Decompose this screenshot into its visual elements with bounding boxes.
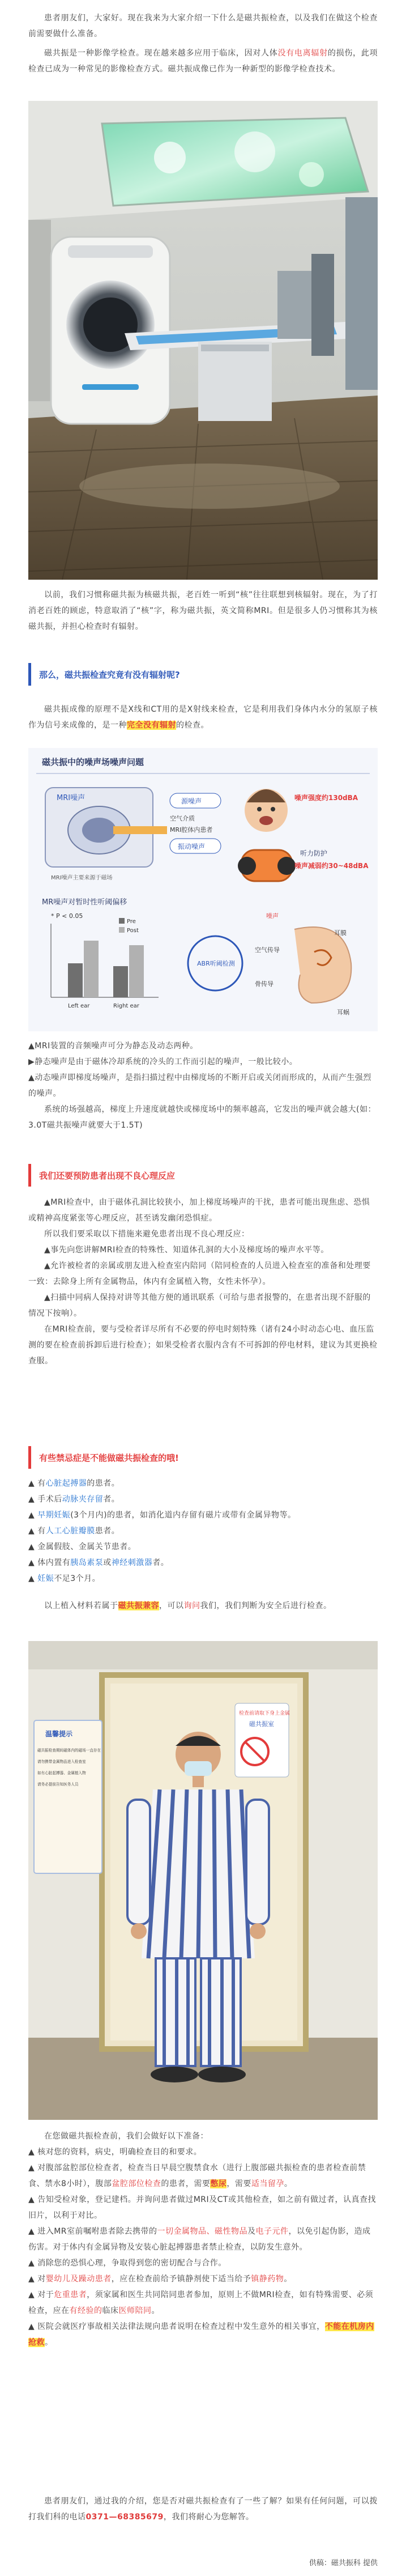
notice-line: 磁共振检查期间磁体内的磁场一直存在 <box>37 1748 101 1753</box>
compatibility-section <box>28 1598 378 1614</box>
no-radiation-highlight: 没有电离辐射 <box>277 49 328 58</box>
contra-item: ▲ 妊娠不足3个月。 <box>28 1574 101 1583</box>
prep-item: ▲ 核对您的资料，病史，明确检查目的和要求。 <box>28 2148 202 2157</box>
door-sign-1: 检查前请取下身上金属 <box>239 1711 290 1716</box>
air-conduction-label: 空气传导 <box>255 946 280 954</box>
signature: 供稿：磁共振科 提供 <box>309 2559 378 2568</box>
noise-field-strength: 系统的场强越高，梯度上升速度就越快或梯度场中的频率越高，它发出的噪声就会越大(如：3.0T磁共振噪声就要大于1.5T) <box>28 1105 376 1130</box>
x-label-right: Right ear <box>113 1003 139 1009</box>
heading-text: 那么，磁共振检查究竟有没有辐射呢? <box>39 669 180 680</box>
contra-item: ▲ 体内置有胰岛素泵或神经刺激器者。 <box>28 1558 169 1567</box>
intro-paragraph-2: 磁共振是一种影像学检查。现在越来越多应用于临床，因对人体没有电离辐射的损伤，此项检查已成为一种常见的影像检查方式。磁共振成像已作为一种新型的影像学检查技术。 <box>28 49 378 74</box>
noise-infographic <box>28 748 378 1031</box>
mri-noise-label: MRI噪声 <box>57 794 86 802</box>
notice-line: 请务必提前告知医务人员 <box>37 1782 79 1787</box>
scanner-caption: MRI噪声主要来源于磁场 <box>51 875 113 881</box>
p-value-label: * P < 0.05 <box>51 912 83 920</box>
noise-level-high: 噪声强度约130dBA <box>294 794 358 802</box>
closing-section <box>28 2493 378 2525</box>
principle-section <box>28 702 378 733</box>
noise-static-dynamic: ▲MRI装置的音频噪声可分为静态及动态两种。 <box>28 1042 198 1051</box>
patient-face-drawing <box>238 789 296 881</box>
prep-item: ▲ 告知受检对象，登记建档。并询问患者做过MRI及CT或其他检查，如之前有做过者，认真查找旧片，以利于对比。 <box>28 2195 376 2220</box>
bar-right-pre <box>113 966 128 997</box>
heading-text: 有些禁忌症是不能做磁共振检查的哦! <box>39 1452 179 1463</box>
contraindication-list <box>28 1476 378 1587</box>
heading-psychology <box>28 1164 378 1187</box>
heading-radiation-question <box>28 663 378 686</box>
patient-bore-label: MRI腔体内患者 <box>170 826 213 834</box>
noise-static: ▶静态噪声是由于磁体冷却系统的冷头的工作而引起的噪声，一般比较小。 <box>28 1057 298 1066</box>
psy-paragraph-1: ▲MRI检查中，由于磁体孔洞比较狭小，加上梯度场噪声的干扰，患者可能出现焦虑、恐惧或精神高度紧张等心理反应，甚至诱发幽闭恐惧症。 <box>28 1198 370 1223</box>
ear-drawing <box>188 912 351 1016</box>
psy-paragraph-3: ▲事先向您讲解MRI检查的特殊性、知道体孔洞的大小及梯度场的噪声水平等。 <box>44 1246 329 1255</box>
prep-item: ▲ 消除您的恐惧心理，争取得到您的密切配合与合作。 <box>28 2259 226 2268</box>
x-label-left: Left ear <box>68 1003 90 1009</box>
notice-line: 请勿携带金属物品进入检查室 <box>37 1759 86 1764</box>
vibration-noise-label: 振动噪声 <box>178 843 206 851</box>
door-sign-2: 磁共振室 <box>249 1720 274 1728</box>
abr-label: ABR听阈检测 <box>197 960 235 967</box>
bar-left-post <box>84 941 99 997</box>
heading-text: 我们还要预防患者出现不良心理反应 <box>39 1170 176 1181</box>
heading-contraindications <box>28 1446 378 1469</box>
noise-level-low: 噪声减弱约30~48dBA <box>294 862 369 870</box>
phone-number[interactable]: 0371—68385679 <box>86 2513 164 2522</box>
noise-in-label: 噪声 <box>266 912 279 920</box>
noise-infographic-svg <box>28 748 378 1031</box>
scanner-drawing <box>45 788 167 881</box>
psy-paragraph-2: 所以我们要采取以下措施来避免患者出现不良心理反应： <box>44 1230 250 1239</box>
noise-explanation <box>28 1038 378 1133</box>
history-section <box>28 587 378 635</box>
bar-left-pre <box>68 963 83 997</box>
prep-item: ▲ 对于危重患者，须家属和医生共同陪同患者参加，原则上不做MRI检查，如有特殊需要、必须检查，应在有经验的临床医师陪同。 <box>28 2290 374 2315</box>
prep-item: ▲ 对婴幼儿及躁动患者，应在检查前给予镇静剂使下适当给予镇静药物。 <box>28 2275 292 2284</box>
patient-gown-photo <box>28 1641 378 2120</box>
air-medium-label: 空气介质 <box>170 815 195 822</box>
chart-title: MR噪声对暂时性听阈偏移 <box>42 898 127 907</box>
contra-item: ▲ 有人工心脏瓣膜患者。 <box>28 1527 120 1536</box>
history-paragraph: 以前，我们习惯称磁共振为核磁共振，老百姓一听到“核”往往联想到核辐射。现在，为了打消老百姓的顾虑，特意取消了“核”字，称为磁共振，英文简称MRI。但是很多人仍习惯称其为核磁共振，并担心检查时有辐射。 <box>28 590 378 631</box>
contra-item: ▲ 金属假肢、金属关节患者。 <box>28 1542 136 1551</box>
contra-item: ▲ 有心脏起搏器的患者。 <box>28 1479 120 1488</box>
closing-paragraph: 患者朋友们，通过我的介绍，您是否对磁共振检查有了一些了解？如果有任何问题，可以拨打我们科的电话0371—68385679，我们将耐心为您解答。 <box>28 2497 378 2522</box>
noise-dynamic: ▲动态噪声即梯度场噪声，是指扫描过程中由梯度场的不断开启或关闭而形成的，从而产生强烈的噪声。 <box>28 1073 371 1098</box>
no-radiation-mark: 完全没有辐射 <box>127 721 176 730</box>
prep-item: ▲ 进入MR室前嘱咐患者除去携带的一切金属物品、磁性物品及电子元件，以免引起伪影，造成伤害。对于体内有金属异物及安装心脏起搏器患者禁止检查，以防发生意外。 <box>28 2227 371 2252</box>
prep-intro: 在您做磁共振检查前，我们会做好以下准备： <box>44 2132 208 2141</box>
contra-item: ▲ 手术后动脉夹存留者。 <box>28 1495 120 1504</box>
mri-room-illustration <box>28 101 378 580</box>
mri-room-photo <box>28 101 378 580</box>
legend-post: Post <box>127 928 139 934</box>
psy-paragraph-6: 在MRI检查前，要与受检者详尽所有不必要的停电时刻特殊（诸有24小时动态心电、血压监测的要在检查前拆卸后进行检查）；如果受检者衣服内含有不可拆卸的停电材料，建议为其更换检查服。 <box>28 1325 378 1366</box>
bone-conduction-label: 骨传导 <box>255 980 273 988</box>
threshold-shift-chart <box>42 898 159 1009</box>
notice-line: 如有心脏起搏器、金属植入物 <box>37 1771 86 1775</box>
source-noise-label: 源噪声 <box>181 797 202 805</box>
preparation-section <box>28 2128 378 2350</box>
infographic-title: 磁共振中的噪声场噪声问题 <box>42 757 144 767</box>
eardrum-label: 耳膜 <box>334 929 347 937</box>
legend-pre: Pre <box>127 919 136 925</box>
noise-flow <box>170 793 221 853</box>
notice-heading: 温馨提示 <box>45 1730 73 1738</box>
compatibility-paragraph: 以上植入材料若属于磁共振兼容，可以询问我们，我们判断为安全后进行检查。 <box>44 1601 332 1610</box>
principle-paragraph: 磁共振成像的原理不是X线和CT用的是X射线来检查，它是利用我们身体内水分的氢原子核作为信号来成像的，是一种完全没有辐射的检查。 <box>28 705 378 730</box>
prep-item: ▲ 对腹部盆腔部位检查者，检查当日早晨空腹禁食水（进行上腹部磁共振检查的患者检查前禁食、禁水8小时），腹部盆腔部位检查的患者，需要憋尿，需要适当留孕。 <box>28 2163 366 2188</box>
psychology-section <box>28 1195 378 1369</box>
patient-gown-illustration <box>28 1641 378 2120</box>
intro-section <box>28 10 378 77</box>
psy-paragraph-4: ▲允许被检者的亲属或朋友进入检查室内陪同（陪同检查的人员进入检查室的准备和处理要一致：去除身上所有金属物品，体内有金属植入物，女性未怀孕）。 <box>28 1261 371 1286</box>
intro-paragraph-1: 患者朋友们，大家好。现在我来为大家介绍一下什么是磁共振检查，以及我们在做这个检查前需要做什么准备。 <box>28 14 378 39</box>
prep-item: ▲ 医院会就医疗事故相关法律法规向患者说明在检查过程中发生意外的相关事宜，不能在机房内抢救。 <box>28 2322 374 2347</box>
cochlea-label: 耳蜗 <box>337 1009 349 1016</box>
psy-paragraph-5: ▲扫描中同病人保持对讲等其他方便的通讯联系（可给与患者报警的，在患者出现不舒服的情况下按响）。 <box>28 1293 371 1318</box>
bar-right-post <box>129 945 144 997</box>
hearing-protection-label: 听力防护 <box>300 849 328 857</box>
contra-item: ▲ 早期妊娠(3个月内)的患者，如消化道内存留有磁片或带有金属异物等。 <box>28 1511 296 1520</box>
